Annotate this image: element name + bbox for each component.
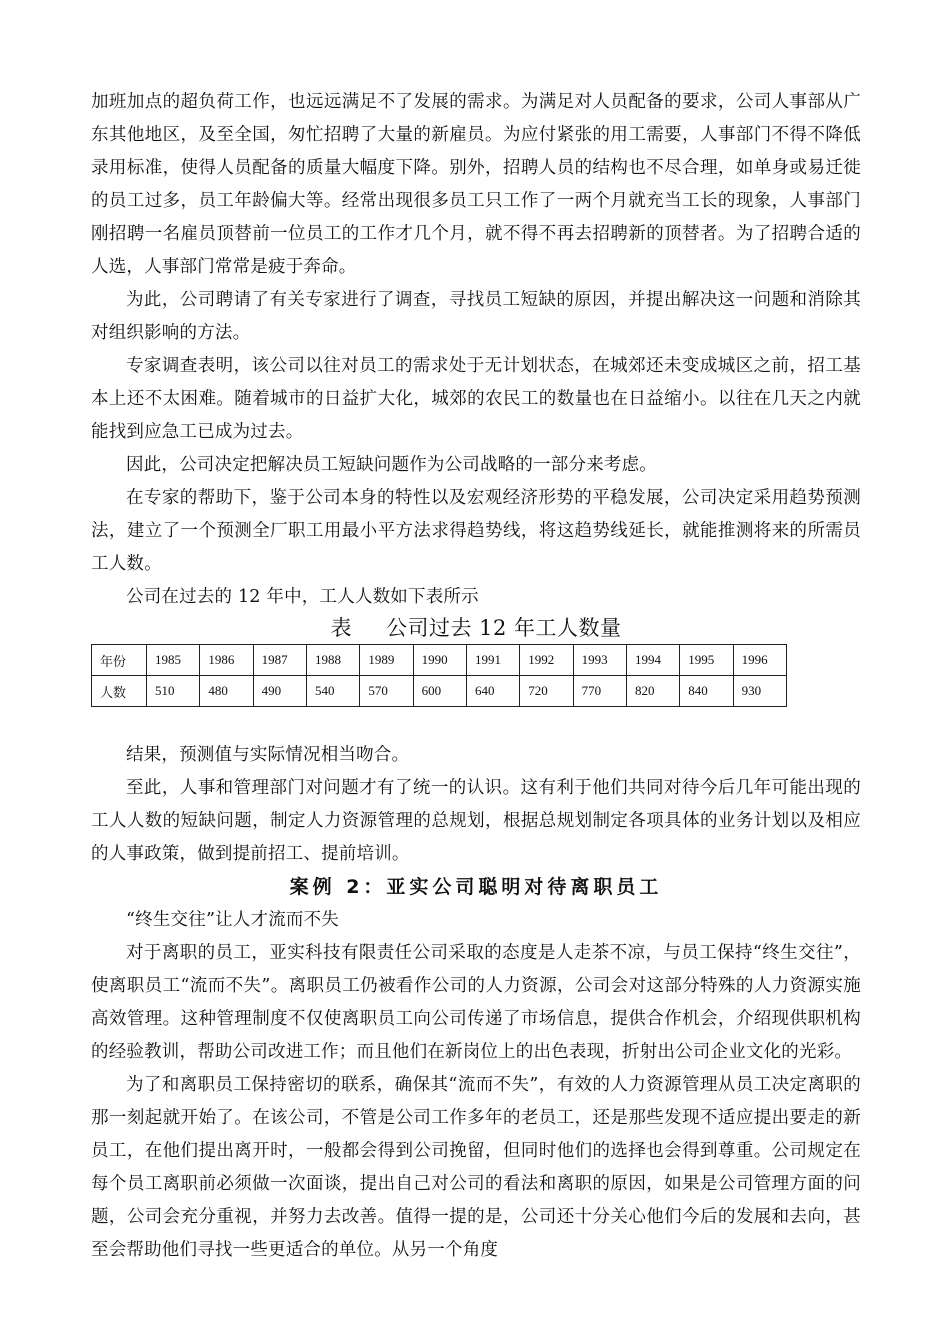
table-cell: 1993 (573, 645, 626, 676)
body-section-bottom (91, 904, 861, 1267)
table-cell: 1987 (253, 645, 306, 676)
table-row-count (92, 676, 787, 707)
paragraph: 对于离职的员工，亚实科技有限责任公司采取的态度是人走茶不凉，与员工保持“终生交往”，使离职员工“流而不失”。离职员工仍被看作公司的人力资源，公司会对这部分特殊的人力资源实施高效管理。这种管理制度不仅使离职员工向公司传递了市场信息，提供合作机会，介绍现供职机构的经验教训，帮助公司改进工作；而且他们在新岗位上的出色表现，折射出公司企业文化的光彩。 (91, 943, 861, 1062)
workers-table (91, 644, 787, 707)
table-cell: 1991 (466, 645, 519, 676)
paragraph: 专家调查表明，该公司以往对员工的需求处于无计划状态，在城郊还未变成城区之前，招工基本上还不太困难。随着城市的日益扩大化，城郊的农民工的数量也在日益缩小。以往在几天之内就能找到应急工已成为过去。 (91, 356, 861, 442)
paragraph: 结果，预测值与实际情况相当吻合。 (126, 745, 410, 765)
table-cell: 570 (360, 676, 413, 707)
table-cell: 1994 (626, 645, 679, 676)
body-section-middle (91, 739, 861, 871)
table-cell: 1996 (733, 645, 786, 676)
table-cell: 930 (733, 676, 786, 707)
body-section-top (91, 86, 861, 614)
paragraph: 因此，公司决定把解决员工短缺问题作为公司战略的一部分来考虑。 (126, 455, 657, 475)
table-cell: 1995 (680, 645, 733, 676)
table-cell: 1992 (520, 645, 573, 676)
table-cell: 480 (200, 676, 253, 707)
table-cell: 1988 (306, 645, 359, 676)
table-caption-text: 公司过去 12 年工人数量 (385, 616, 622, 640)
table-row-header: 年份 (92, 645, 147, 676)
paragraph: 加班加点的超负荷工作，也远远满足不了发展的需求。为满足对人员配备的要求，公司人事部从广东其他地区，及至全国，匆忙招聘了大量的新雇员。为应付紧张的用工需要，人事部门不得不降低录用标准，使得人员配备的质量大幅度下降。别外，招聘人员的结构也不尽合理，如单身或易迁徙的员工过多，员工年龄偏大等。经常出现很多员工只工作了一两个月就充当工长的现象，人事部门刚招聘一名雇员顶替前一位员工的工作才几个月，就不得不再去招聘新的顶替者。为了招聘合适的人选，人事部门常常是疲于奔命。 (91, 92, 861, 277)
table-cell: 600 (413, 676, 466, 707)
paragraph: 至此，人事和管理部门对问题才有了统一的认识。这有利于他们共同对待今后几年可能出现的工人人数的短缺问题，制定人力资源管理的总规划，根据总规划制定各项具体的业务计划以及相应的人事政策，做到提前招工、提前培训。 (91, 778, 861, 864)
table-cell: 640 (466, 676, 519, 707)
document-body (91, 86, 861, 1267)
table-cell: 510 (147, 676, 200, 707)
table-cell: 820 (626, 676, 679, 707)
paragraph: “终生交往”让人才流而不失 (126, 910, 339, 930)
table-caption (91, 614, 861, 642)
table-caption-label: 表 (330, 616, 352, 640)
table-cell: 540 (306, 676, 359, 707)
table-cell: 720 (520, 676, 573, 707)
table-cell: 770 (573, 676, 626, 707)
table-row-year (92, 645, 787, 676)
table-cell: 1986 (200, 645, 253, 676)
table-cell: 1989 (360, 645, 413, 676)
table-cell: 840 (680, 676, 733, 707)
paragraph: 公司在过去的 12 年中，工人人数如下表所示 (126, 587, 479, 607)
table-row-header: 人数 (92, 676, 147, 707)
table-cell: 490 (253, 676, 306, 707)
paragraph: 在专家的帮助下，鉴于公司本身的特性以及宏观经济形势的平稳发展，公司决定采用趋势预测法，建立了一个预测全厂职工用最小平方法求得趋势线，将这趋势线延长，就能推测将来的所需员工人数。 (91, 488, 861, 574)
paragraph: 为此，公司聘请了有关专家进行了调查，寻找员工短缺的原因，并提出解决这一问题和消除其对组织影响的方法。 (91, 290, 861, 343)
paragraph: 为了和离职员工保持密切的联系，确保其“流而不失”，有效的人力资源管理从员工决定离职的那一刻起就开始了。在该公司，不管是公司工作多年的老员工，还是那些发现不适应提出要走的新员工，在他们提出离开时，一般都会得到公司挽留，但同时他们的选择也会得到尊重。公司规定在每个员工离职前必须做一次面谈，提出自己对公司的看法和离职的原因，如果是公司管理方面的问题，公司会充分重视，并努力去改善。值得一提的是，公司还十分关心他们今后的发展和去向，甚至会帮助他们寻找一些更适合的单位。从另一个角度 (91, 1075, 861, 1260)
table-cell: 1985 (147, 645, 200, 676)
table-cell: 1990 (413, 645, 466, 676)
case-2-heading: 案例 2：亚实公司聪明对待离职员工 (289, 876, 663, 898)
